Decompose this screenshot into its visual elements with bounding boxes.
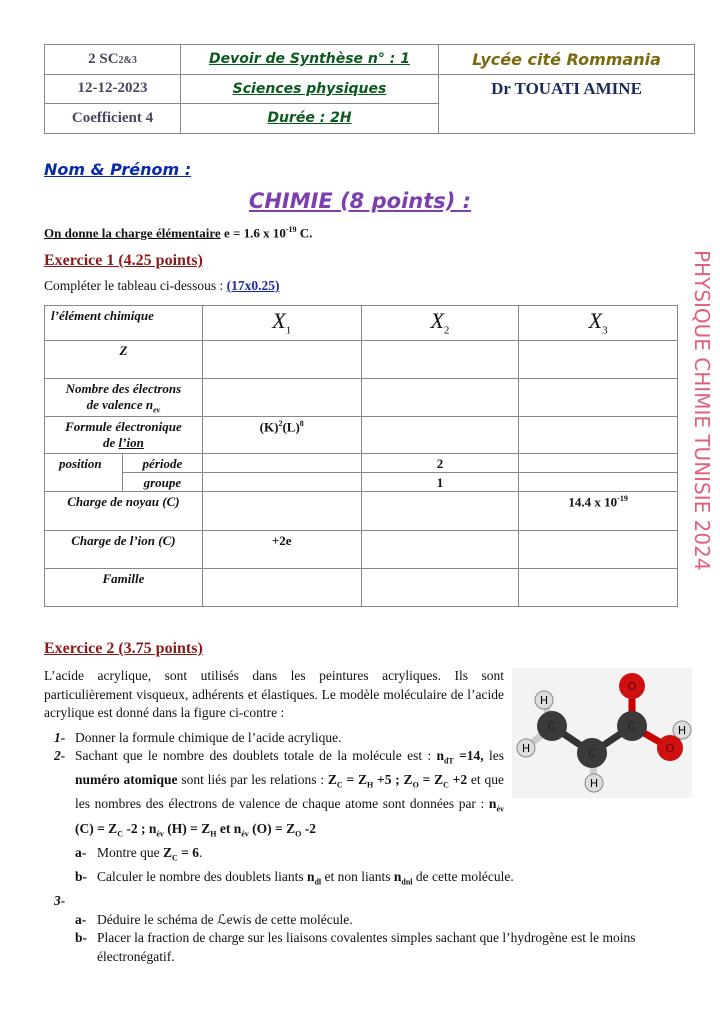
exercise1-title: Exercice 1 (4.25 points) — [44, 252, 203, 269]
row-ion-charge-label: Charge de l’ion (C) — [45, 531, 203, 569]
exam-date: 12-12-2023 — [45, 74, 181, 104]
row-family-label: Famille — [45, 569, 203, 607]
row-z-label: Z — [45, 341, 203, 379]
cell[interactable] — [519, 473, 678, 492]
svg-text:O: O — [627, 680, 637, 693]
cell[interactable] — [361, 569, 519, 607]
row-nucleus-charge-label: Charge de noyau (C) — [45, 492, 203, 531]
subject: Sciences physiques — [181, 74, 439, 104]
row-valence-label: Nombre des électrons de valence $n_{ev}$ — [45, 379, 203, 417]
question-2a: a- Montre que $Z_C = 6$. — [75, 844, 203, 863]
cell[interactable] — [361, 341, 519, 379]
exercise1-instruction: Compléter le tableau ci-dessous : (17x0.25) — [44, 278, 280, 293]
cell[interactable] — [202, 492, 361, 531]
question-2: 2- Sachant que le nombre des doublets totale de la molécule est : $n_{dT} =14$, les numéro atomique sont liés par les relations : $Z_C = Z_H +5$ ; $Z_O = Z_C +2$ et que les nombres des électrons de valence de chaque atome sont données par : $n_{év}$ $(C) = Z_C$ -2 ; $n_{év}$ $(H) = Z_H$ et $n_{év}$ $(O) = Z_O$ -2 — [54, 748, 504, 839]
x2-group: 1 — [361, 473, 519, 492]
cell[interactable] — [519, 531, 678, 569]
svg-text:C: C — [588, 747, 596, 760]
header-x2: $X_2$ — [361, 306, 519, 341]
cell[interactable] — [361, 492, 519, 531]
svg-text:H: H — [589, 777, 599, 790]
svg-text:H: H — [677, 724, 687, 737]
svg-text:H: H — [521, 742, 531, 755]
cell[interactable] — [519, 341, 678, 379]
section-title: CHIMIE (8 points) : — [248, 189, 472, 213]
header-element: l’élément chimique — [45, 306, 203, 341]
exercise2-body — [44, 667, 694, 966]
header-x3: $X_3$ — [519, 306, 678, 341]
x1-formula: $(K)^2(L)^8$ — [202, 417, 361, 454]
question-3: 3- — [54, 893, 66, 909]
x3-nucleus-charge: 14.4 x $10^{-19}$ — [519, 492, 678, 531]
teacher-name: Dr TOUATI AMINE — [439, 74, 695, 133]
coefficient: Coefficient 4 — [45, 104, 181, 134]
row-position-label: position — [45, 454, 123, 492]
given-constant: On donne la charge élémentaire e = 1.6 x $10^{-19}$ C. — [44, 225, 313, 241]
svg-text:H: H — [539, 694, 549, 707]
element-table — [44, 305, 678, 607]
duration: Durée : 2H — [181, 104, 439, 134]
cell[interactable] — [202, 454, 361, 473]
cell[interactable] — [202, 569, 361, 607]
cell[interactable] — [361, 417, 519, 454]
cell[interactable] — [519, 569, 678, 607]
cell[interactable] — [202, 473, 361, 492]
cell[interactable] — [202, 341, 361, 379]
x2-period: 2 — [361, 454, 519, 473]
name-label: Nom & Prénom : — [44, 160, 192, 179]
svg-text:O: O — [665, 742, 675, 755]
question-1: 1- Donner la formule chimique de l’acide acrylique. — [54, 729, 342, 745]
cell[interactable] — [202, 379, 361, 417]
cell[interactable] — [361, 379, 519, 417]
svg-text:C: C — [628, 720, 636, 733]
exercise2-title: Exercice 2 (3.75 points) — [44, 640, 203, 657]
cell[interactable] — [519, 379, 678, 417]
x1-ion-charge: +2e — [202, 531, 361, 569]
header-x1: $X_1$ — [202, 306, 361, 341]
row-formula-label: Formule électronique de l’ion — [45, 417, 203, 454]
class-cell: 2 SC2&3 — [45, 45, 181, 75]
watermark: PHYSIQUE CHIMIE TUNISIE 2024 — [690, 250, 714, 571]
exam-title: Devoir de Synthèse n° : 1 — [181, 45, 439, 75]
row-period-label: période — [122, 454, 202, 473]
question-3b: b- Placer la fraction de charge sur les liaisons covalentes simples sachant que l’hydrogène est le moins électronégatif. — [75, 930, 636, 964]
cell[interactable] — [519, 417, 678, 454]
cell[interactable] — [519, 454, 678, 473]
question-3a: a- Déduire le schéma de ℒewis de cette molécule. — [75, 911, 353, 927]
row-group-label: groupe — [122, 473, 202, 492]
cell[interactable] — [361, 531, 519, 569]
header-table — [44, 44, 695, 134]
exercise2-intro: L’acide acrylique, sont utilisés dans les peintures acryliques. Ils sont particulièrement visqueux, adhérents et élastiques. Le modèle moléculaire de l’acide acrylique est donné dans la figure ci-contre : — [44, 668, 504, 720]
school-name: Lycée cité Rommania — [439, 45, 695, 75]
question-2b: b- Calculer le nombre des doublets liants $n_{dl}$ et non liants $n_{dnl}$ de cette molécule. — [75, 868, 514, 887]
svg-text:C: C — [548, 720, 556, 733]
